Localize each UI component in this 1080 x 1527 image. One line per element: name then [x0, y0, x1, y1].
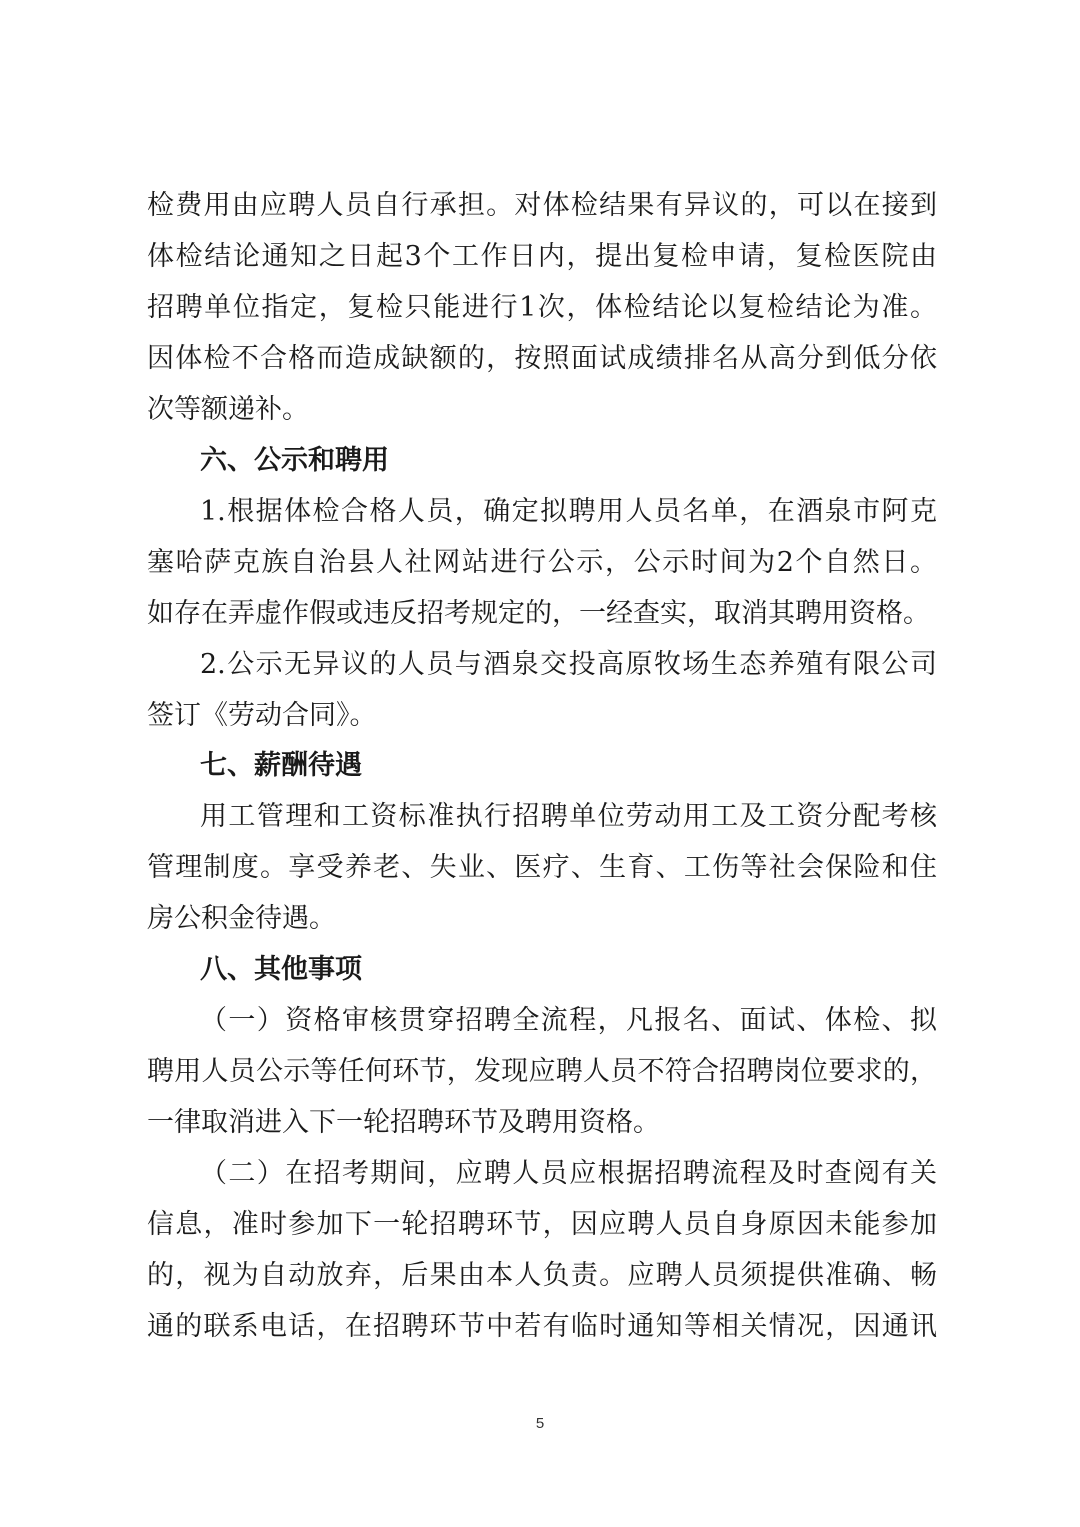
- paragraph-line: 的，视为自动放弃，后果由本人负责。应聘人员须提供准确、畅: [147, 1260, 937, 1291]
- paragraph-line: 招聘单位指定，复检只能进行1次，体检结论以复检结论为准。: [147, 292, 937, 323]
- paragraph-line: 签订《劳动合同》。: [147, 700, 377, 731]
- page-number: 5: [535, 1415, 545, 1432]
- paragraph-line: 体检结论通知之日起3个工作日内，提出复检申请，复检医院由: [147, 241, 937, 272]
- section-heading: 八、其他事项: [200, 954, 362, 985]
- paragraph-line: 管理制度。享受养老、失业、医疗、生育、工伤等社会保险和住: [147, 852, 937, 883]
- paragraph-line: 检费用由应聘人员自行承担。对体检结果有异议的，可以在接到: [147, 190, 937, 221]
- paragraph-line: 用工管理和工资标准执行招聘单位劳动用工及工资分配考核: [200, 801, 937, 832]
- paragraph-line: 因体检不合格而造成缺额的，按照面试成绩排名从高分到低分依: [147, 343, 937, 374]
- paragraph-line: 塞哈萨克族自治县人社网站进行公示，公示时间为2个自然日。: [147, 547, 937, 578]
- paragraph-line: 如存在弄虚作假或违反招考规定的，一经查实，取消其聘用资格。: [147, 598, 930, 629]
- paragraph-line: 次等额递补。: [147, 394, 309, 425]
- paragraph-line: 房公积金待遇。: [147, 903, 336, 934]
- paragraph-line: （一）资格审核贯穿招聘全流程，凡报名、面试、体检、拟: [200, 1005, 937, 1036]
- paragraph-line: 信息，准时参加下一轮招聘环节，因应聘人员自身原因未能参加: [147, 1209, 937, 1240]
- paragraph-line: 1.根据体检合格人员，确定拟聘用人员名单，在酒泉市阿克: [200, 496, 937, 527]
- paragraph-line: 聘用人员公示等任何环节，发现应聘人员不符合招聘岗位要求的，: [147, 1056, 937, 1087]
- paragraph-line: （二）在招考期间，应聘人员应根据招聘流程及时查阅有关: [200, 1158, 937, 1189]
- paragraph-line: 2.公示无异议的人员与酒泉交投高原牧场生态养殖有限公司: [200, 649, 937, 680]
- section-heading: 六、公示和聘用: [200, 445, 389, 476]
- section-heading: 七、薪酬待遇: [200, 750, 362, 781]
- paragraph-line: 通的联系电话，在招聘环节中若有临时通知等相关情况，因通讯: [147, 1311, 937, 1342]
- paragraph-line: 一律取消进入下一轮招聘环节及聘用资格。: [147, 1107, 660, 1138]
